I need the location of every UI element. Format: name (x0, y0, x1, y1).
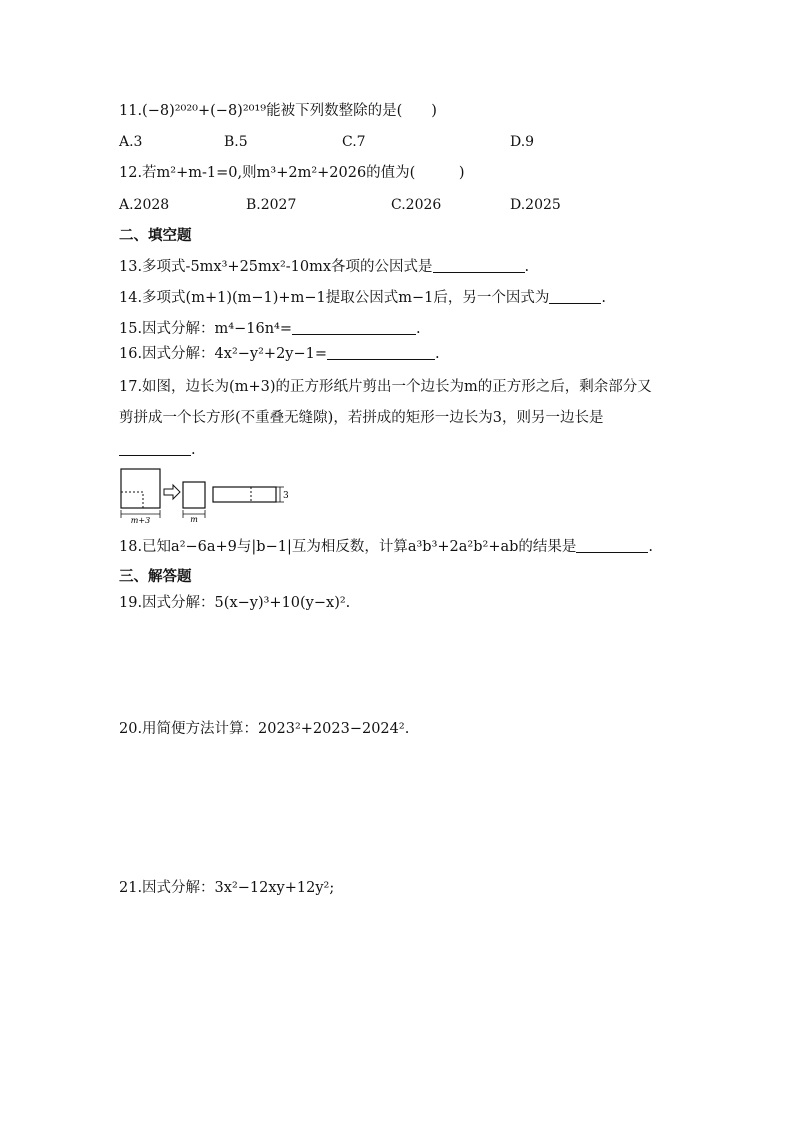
figure-big-square (121, 469, 160, 508)
q14-end: . (601, 290, 606, 306)
question-21: 21.因式分解：3x²−12xy+12y²; (119, 880, 335, 896)
q15-answer-blank[interactable] (292, 320, 416, 335)
question-20: 20.用简便方法计算：2023²+2023−2024². (119, 721, 410, 737)
q15-text: 15.因式分解：m⁴−16n⁴= (119, 321, 293, 337)
q18-end: . (648, 539, 654, 555)
figure-label-big: m+3 (130, 516, 151, 524)
q12-option-c: C.2026 (391, 197, 442, 213)
q12-stem: 12.若m²+m-1=0,则m³+2m²+2026的值为( ) (119, 165, 465, 181)
figure-small-square (183, 482, 205, 508)
q12-option-d: D.2025 (510, 197, 561, 213)
question-16 (119, 344, 440, 364)
q11-stem: 11.(−8)²⁰²⁰+(−8)²⁰¹⁹能被下列数整除的是( ) (119, 103, 437, 119)
q17-line-2: 剪拼成一个长方形(不重叠无缝隙)，若拼成的矩形一边长为3，则另一边长是 (119, 410, 604, 426)
question-15 (119, 319, 421, 339)
section-heading-fill-in: 二、填空题 (119, 228, 192, 244)
figure-label-side: 3 (283, 491, 289, 501)
q13-end: . (524, 259, 530, 275)
section-heading-solutions: 三、解答题 (119, 569, 192, 585)
question-13 (119, 257, 529, 277)
figure-arrow-icon (164, 485, 180, 499)
q11-option-b: B.5 (224, 134, 248, 150)
q11-option-d: D.9 (510, 134, 535, 150)
question-18 (119, 537, 653, 557)
q11-option-a: A.3 (119, 134, 143, 150)
question-19: 19.因式分解：5(x−y)³+10(y−x)². (119, 595, 351, 611)
question-14 (119, 288, 606, 308)
q14-answer-blank[interactable] (549, 289, 601, 304)
q17-line-1: 17.如图，边长为(m+3)的正方形纸片剪出一个边长为m的正方形之后，剩余部分又 (119, 379, 652, 395)
q16-end: . (435, 346, 440, 362)
q14-text: 14.多项式(m+1)(m−1)+m−1提取公因式m−1后，另一个因式为 (119, 290, 550, 306)
q16-text: 16.因式分解：4x²−y²+2y−1= (119, 346, 328, 362)
q15-end: . (416, 321, 421, 337)
figure-dashed-cut (121, 492, 143, 508)
q12-option-b: B.2027 (246, 197, 297, 213)
q13-text: 13.多项式-5mx³+25mx²-10mx各项的公因式是 (119, 259, 433, 275)
q18-text: 18.已知a²−6a+9与|b−1|互为相反数，计算a³b³+2a²b²+ab的结果是 (119, 539, 577, 555)
q17-end: . (191, 442, 196, 458)
q12-option-a: A.2028 (119, 197, 170, 213)
q17-figure (117, 466, 297, 524)
q13-answer-blank[interactable] (433, 258, 525, 273)
q17-answer-blank[interactable] (119, 441, 191, 456)
q17-line-3 (119, 440, 196, 460)
q11-option-c: C.7 (342, 134, 366, 150)
q18-answer-blank[interactable] (576, 538, 648, 553)
q16-answer-blank[interactable] (327, 345, 435, 360)
figure-label-small: m (190, 515, 198, 524)
figure-long-rectangle (213, 487, 276, 502)
